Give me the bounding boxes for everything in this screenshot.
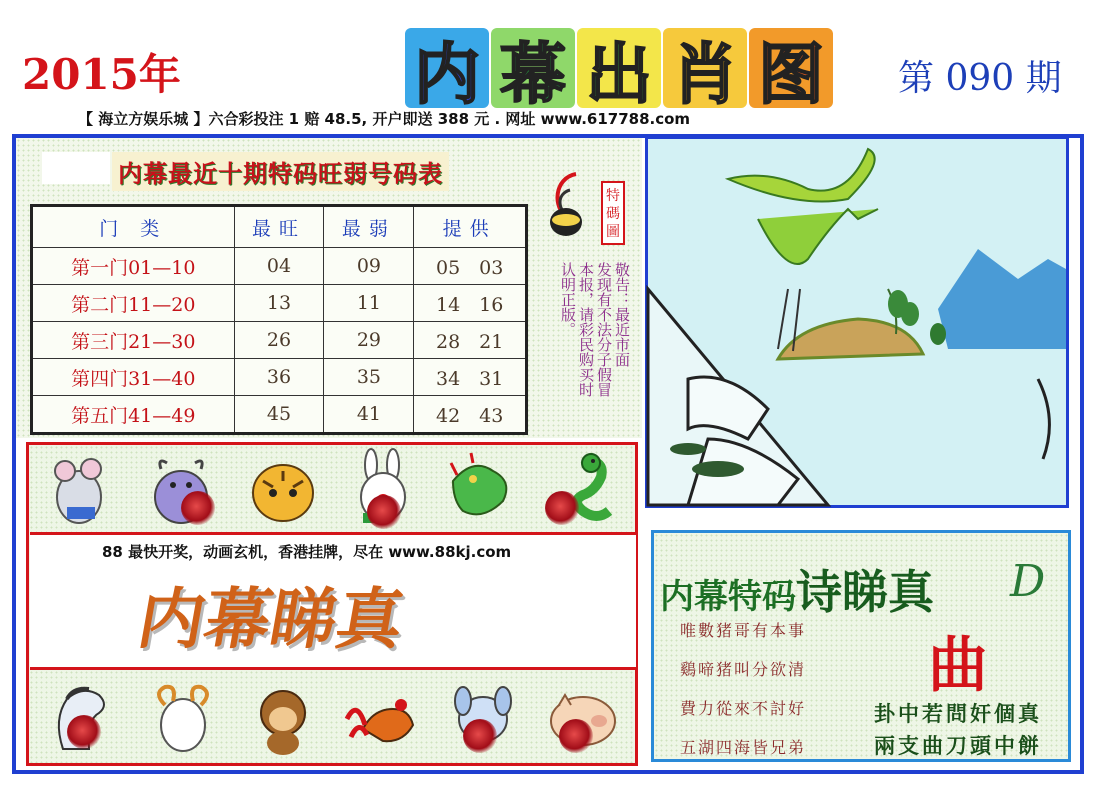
seal-icon: [548, 160, 628, 250]
poem-line: 鷄啼猪叫分欲清: [680, 660, 807, 679]
masthead-title: [405, 28, 845, 113]
header-provide: 提供: [414, 206, 527, 248]
masthead-char-2: 幕: [491, 28, 575, 108]
zone-name: 第四门31—40: [32, 359, 235, 396]
crane-illustration: [645, 136, 1069, 508]
cold-value: 41: [324, 396, 414, 434]
cold-value: 11: [324, 285, 414, 322]
rat-icon: [43, 451, 123, 531]
notice-column: 认明正版。: [559, 262, 577, 337]
table-row: [32, 322, 527, 359]
hot-value: 36: [234, 359, 324, 396]
dog-icon: [443, 679, 523, 759]
cold-value: 09: [324, 248, 414, 285]
zone-table: [30, 204, 528, 435]
mask-dot: [545, 491, 579, 525]
title-blank: [42, 152, 110, 184]
poem-line: 五湖四海皆兄弟: [680, 738, 807, 757]
masthead-char-5: 图: [749, 28, 833, 108]
monkey-icon: [243, 679, 323, 759]
table-title: 内幕最近十期特码旺弱号码表: [112, 152, 449, 191]
header-ad-line: 【 海立方娱乐城 】六合彩投注 1 赔 48.5, 开户即送 388 元 . 网址 www.617788.com: [78, 110, 691, 128]
notice-column: 发现有不法分子假冒: [595, 262, 613, 397]
provide-value: 34 31: [414, 359, 527, 396]
zodiac-bottom-row: [33, 677, 633, 761]
hint-line: 兩支曲刀頭中餅: [874, 733, 1042, 758]
horse-icon: [43, 679, 123, 759]
mask-dot: [67, 715, 101, 749]
zodiac-top-row: [33, 449, 633, 533]
hot-value: 26: [234, 322, 324, 359]
masthead-char-1: 内: [405, 28, 489, 108]
big-title-word: 内幕睇真: [132, 580, 410, 658]
poem-qu-character: 曲: [928, 631, 988, 701]
provide-value: 14 16: [414, 285, 527, 322]
year-label: 2015年: [22, 50, 181, 99]
table-row: [32, 359, 527, 396]
poem-title-d: D: [1010, 556, 1046, 607]
rabbit-icon: [343, 451, 423, 531]
pig-icon: [543, 679, 623, 759]
ox-icon: [143, 451, 223, 531]
dragon-icon: [443, 451, 523, 531]
header-hot: 最旺: [234, 206, 324, 248]
table-row: [32, 396, 527, 434]
poem-title: [660, 556, 934, 622]
mask-dot: [463, 719, 497, 753]
cold-value: 29: [324, 322, 414, 359]
goat-icon: [143, 679, 223, 759]
notice-column: 敬告：最近市面: [613, 262, 631, 367]
mask-dot: [559, 719, 593, 753]
provide-value: 05 03: [414, 248, 527, 285]
poem-line: 唯數猪哥有本事: [680, 621, 807, 640]
zone-name: 第二门11—20: [32, 285, 235, 322]
hot-value: 13: [234, 285, 324, 322]
poem-title-big: 诗睇真: [796, 565, 934, 619]
notice-column: 本报，请彩民购买时: [577, 262, 595, 397]
hot-value: 04: [234, 248, 324, 285]
mask-dot: [181, 491, 215, 525]
table-row: [32, 248, 527, 285]
issue-number: 第 090 期: [898, 58, 1062, 99]
svg-text:碼: 碼: [606, 206, 620, 222]
snake-icon: [543, 451, 623, 531]
header-zone: 门 类: [32, 206, 235, 248]
ad-box-text: 88 最快开奖，动画玄机，香港挂牌，尽在 www.88kj.com: [102, 543, 512, 561]
zone-name: 第三门21—30: [32, 322, 235, 359]
header-cold: 最弱: [324, 206, 414, 248]
provide-value: 42 43: [414, 396, 527, 434]
zone-name: 第五门41—49: [32, 396, 235, 434]
tiger-icon: [243, 451, 323, 531]
mask-dot: [367, 495, 401, 529]
svg-text:圖: 圖: [606, 224, 620, 240]
table-row: [32, 285, 527, 322]
svg-text:特: 特: [606, 188, 620, 204]
rooster-icon: [343, 679, 423, 759]
hint-line: 卦中若問奸個真: [874, 701, 1042, 726]
table-header-row: [32, 206, 527, 248]
zone-name: 第一门01—10: [32, 248, 235, 285]
poem-title-small: 内幕特码: [660, 577, 796, 617]
provide-value: 28 21: [414, 322, 527, 359]
poem-line: 費力從來不討好: [680, 699, 807, 718]
notice-text: [548, 262, 630, 432]
masthead-char-3: 出: [577, 28, 661, 108]
cold-value: 35: [324, 359, 414, 396]
masthead-char-4: 肖: [663, 28, 747, 108]
hot-value: 45: [234, 396, 324, 434]
